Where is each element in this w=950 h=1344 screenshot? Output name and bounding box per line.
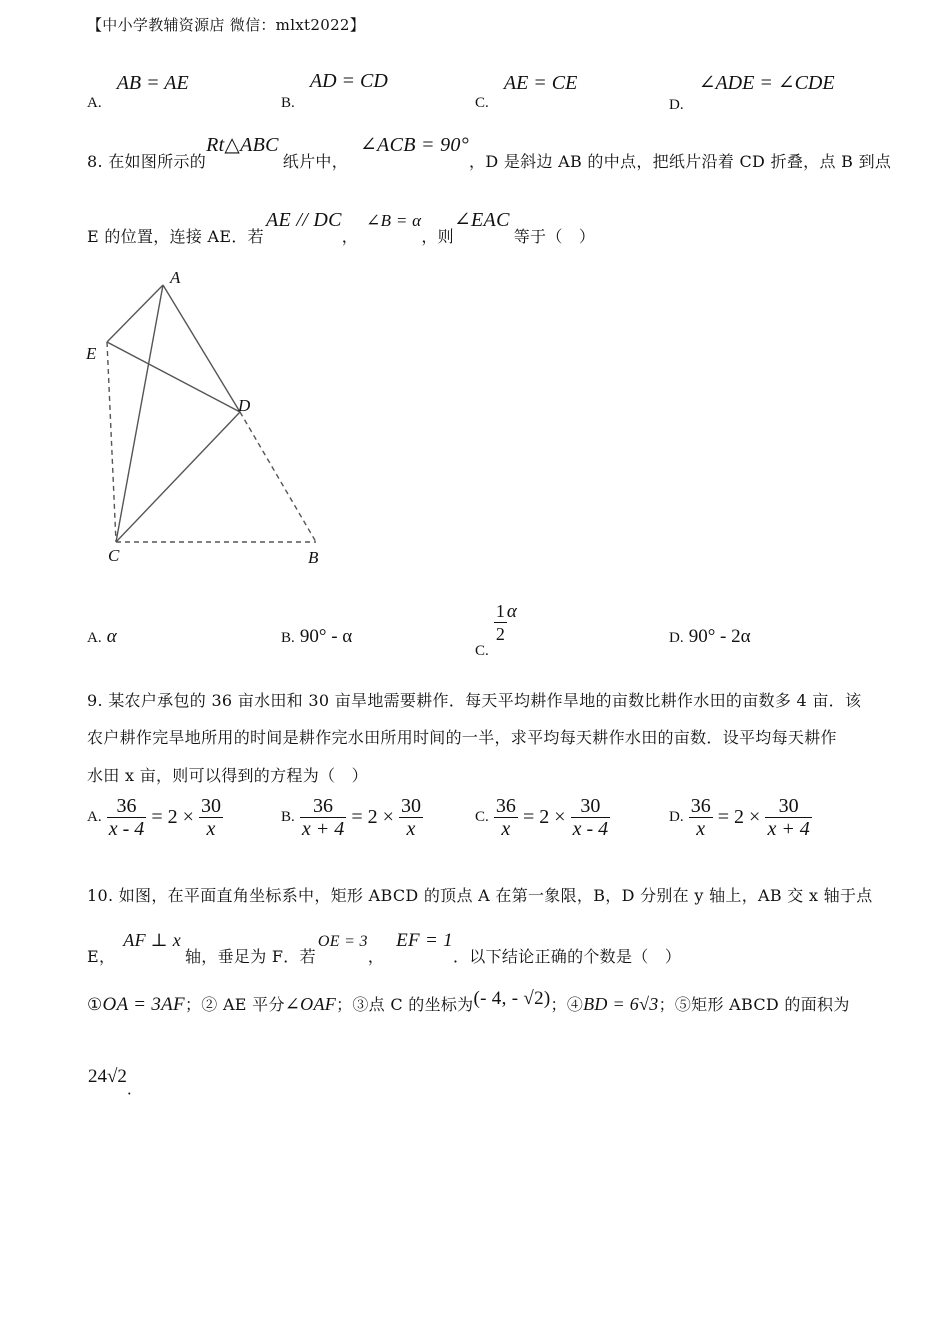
fraction-left: $\frac{36}{x}$ (495, 795, 516, 840)
segment-db-dashed (240, 412, 316, 542)
q7-option-d[interactable]: D. ∠ADE = ∠CDE (669, 72, 835, 113)
q9-line-2: 农户耕作完旱地所用的时间是耕作完水田所用时间的一半，求平均每天耕作水田的亩数．设平均每天耕作 (87, 728, 837, 747)
point-label-a: A (170, 268, 181, 287)
fraction-right: $\frac{30}{x}$ (400, 795, 421, 840)
q9-line-3: 水田 x 亩，则可以得到的方程为（ ） (87, 766, 368, 785)
fraction-left: $\frac{36}{x + 4}$ (301, 795, 345, 840)
point-label-d: D (238, 396, 251, 415)
q10-line-1: 10. 如图，在平面直角坐标系中，矩形 ABCD 的顶点 A 在第一象限，B，D 分别在 y 轴上，AB 交 x 轴于点 (87, 886, 873, 905)
fraction-left: $\frac{36}{x - 4}$ (108, 795, 145, 840)
q9-option-a[interactable]: A. $\frac{36}{x - 4}$ = 2 × $\frac{30}{x}$ (87, 795, 221, 840)
q9-option-c[interactable]: C. $\frac{36}{x}$ = 2 × $\frac{30}{x - 4}$ (475, 795, 609, 840)
segment-ed (107, 342, 240, 412)
page-header: 【中小学教辅资源店 微信：mlxt2022】 (87, 16, 366, 34)
segment-ad (163, 285, 240, 412)
q8-option-c[interactable]: C. $\frac{1}{2}$ α (475, 601, 517, 659)
q9-line-1: 9. 某农户承包的 36 亩水田和 30 亩旱地需要耕作．每天平均耕作旱地的亩数比耕作水田的亩数多 4 亩．该 (87, 691, 862, 710)
q7-option-c[interactable]: C. AE = CE (475, 72, 578, 111)
q10-line-4: 24√2． (88, 1066, 142, 1098)
q10-line-3: ①OA = 3AF；② AE 平分∠OAF；③点 C 的坐标为(- 4, - √2)；④BD = 6√3；⑤矩形 ABCD 的面积为 (87, 988, 850, 1015)
q8-option-a[interactable]: A. α (87, 626, 117, 647)
segment-ec-dashed (107, 342, 116, 542)
fraction-left: $\frac{36}{x}$ (690, 795, 711, 840)
q8-line-2: E 的位置，连接 AE．若AE // DC，∠B = α，则∠EAC等于（ ） (87, 209, 596, 246)
q8-triangle-figure (80, 265, 340, 575)
q9-option-d[interactable]: D. $\frac{36}{x}$ = 2 × $\frac{30}{x + 4}$ (669, 795, 810, 840)
fraction-right: $\frac{30}{x}$ (200, 795, 221, 840)
point-label-e: E (86, 344, 97, 363)
fraction-right: $\frac{30}{x + 4}$ (767, 795, 810, 840)
segment-ac (116, 285, 163, 542)
q8-option-b[interactable]: B. 90° - α (281, 626, 353, 647)
segment-cd (116, 412, 240, 542)
point-label-b: B (308, 548, 319, 567)
q7-option-a[interactable]: A. AB = AE (87, 72, 189, 111)
q8-option-d[interactable]: D. 90° - 2α (669, 626, 751, 647)
q9-option-b[interactable]: B. $\frac{36}{x + 4}$ = 2 × $\frac{30}{x}$ (281, 795, 421, 840)
fraction-one-half: $\frac{1}{2}$ (495, 601, 505, 644)
fraction-right: $\frac{30}{x - 4}$ (572, 795, 609, 840)
q10-line-2: E，AF ⊥ x轴，垂足为 F．若OE = 3，EF = 1．以下结论正确的个数是（ ） (87, 930, 682, 966)
q7-option-b[interactable]: B. AD = CD (281, 70, 388, 111)
point-label-c: C (108, 546, 120, 565)
q8-line-1: 8. 在如图所示的Rt△ABC纸片中，∠ACB = 90°，D 是斜边 AB 的中点，把纸片沿着 CD 折叠，点 B 到点 (87, 134, 892, 171)
